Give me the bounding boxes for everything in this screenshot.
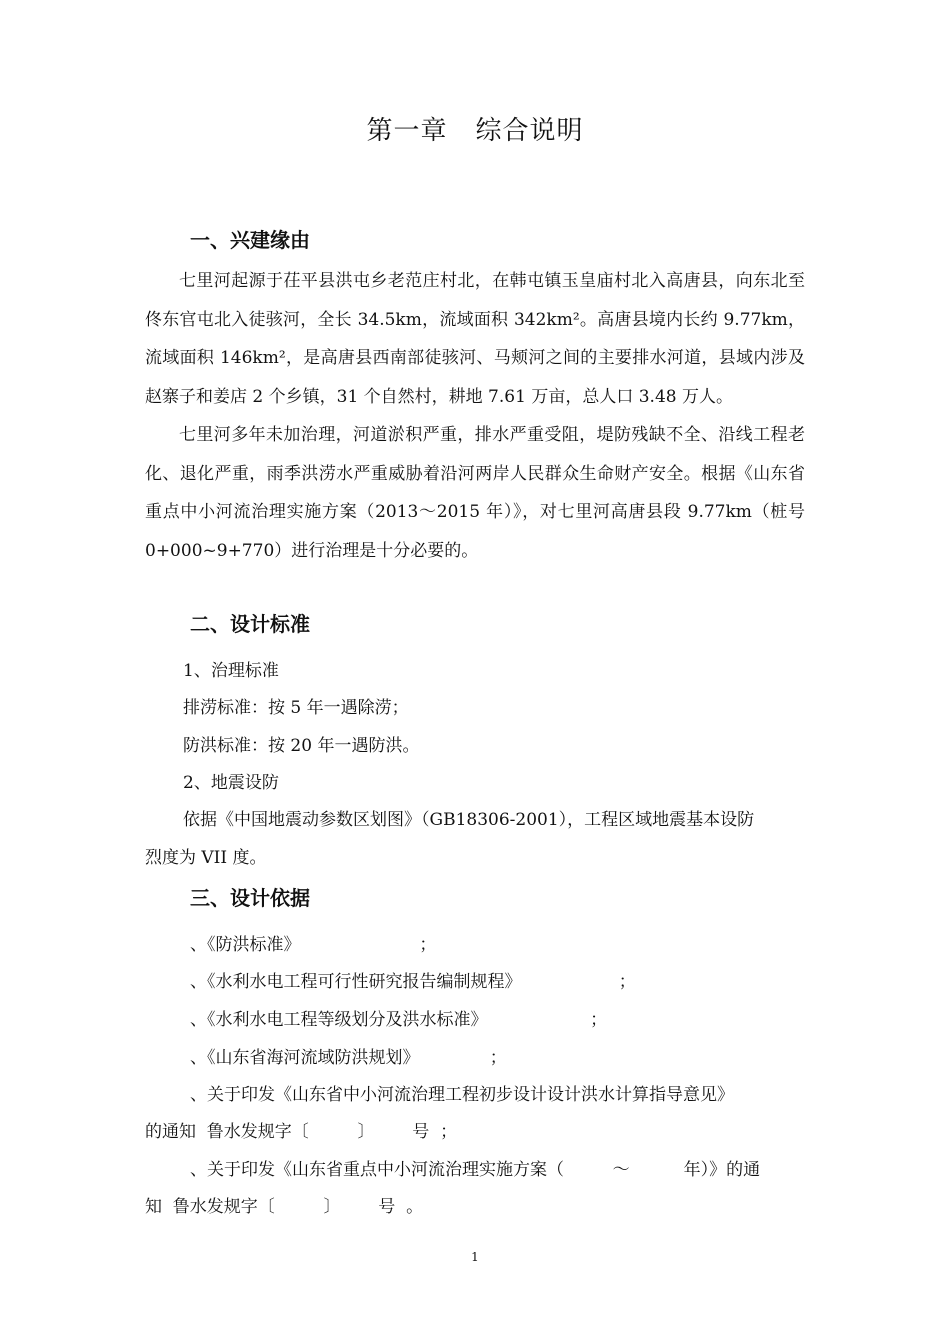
reference-item: 、《水利水电工程等级划分及洪水标准》 ； [190,1010,608,1030]
chapter-name: 综合说明 [475,116,584,146]
standard-item-1: 1、治理标准 [183,661,279,681]
standard-item-2: 2、地震设防 [183,773,279,793]
seismic-text-line-2: 烈度为 VII 度。 [145,848,267,868]
section-heading-2: 二、设计标准 [190,612,310,636]
drainage-standard: 排涝标准：按 5 年一遇除涝； [183,698,409,718]
flood-standard: 防洪标准：按 20 年一遇防洪。 [183,736,420,756]
section-heading-1: 一、兴建缘由 [190,228,310,252]
reference-item: 、《防洪标准》 ； [190,935,437,955]
section-heading-3: 三、设计依据 [190,886,310,910]
reference-item: 、关于印发《山东省中小河流治理工程初步设计设计洪水计算指导意见》 [190,1085,734,1105]
chapter-title [0,110,950,147]
paragraph: 七里河起源于茌平县洪屯乡老范庄村北，在韩屯镇玉皇庙村北入高唐县，向东北至佟东官屯北入徒骇河，全长 34.5km，流域面积 342km²。高唐县境内长约 9.77km，流域面积 146km²，是高唐县西南部徒骇河、马颊河之间的主要排水河道，县域内涉及赵寨子和姜店 2 个乡镇，31 个自然村，耕地 7.61 万亩，总人口 3.48 万人。 [145,271,805,407]
reference-item-continued: 知 鲁水发规字〔 〕 号 。 [145,1197,424,1217]
reference-item: 、关于印发《山东省重点中小河流治理实施方案（ ～ 年）》的通 [190,1160,761,1180]
reference-item: 、《水利水电工程可行性研究报告编制规程》 ； [190,972,636,992]
reference-item-continued: 的通知 鲁水发规字〔 〕 号 ； [145,1122,458,1142]
seismic-text-line-1: 依据《中国地震动参数区划图》（GB18306-2001），工程区域地震基本设防 [183,810,755,830]
paragraph: 七里河多年未加治理，河道淤积严重，排水严重受阻，堤防残缺不全、沿线工程老化、退化严重，雨季洪涝水严重威胁着沿河两岸人民群众生命财产安全。根据《山东省重点中小河流治理实施方案（2013～2015 年）》，对七里河高唐县段 9.77km（桩号 0+000~9+770）进行治理是十分必要的。 [145,425,805,561]
page-number: 1 [471,1250,479,1264]
section-1-body [145,262,805,570]
chapter-number: 第一章 [366,116,448,146]
reference-item: 、《山东省海河流域防洪规划》 ； [190,1048,507,1068]
